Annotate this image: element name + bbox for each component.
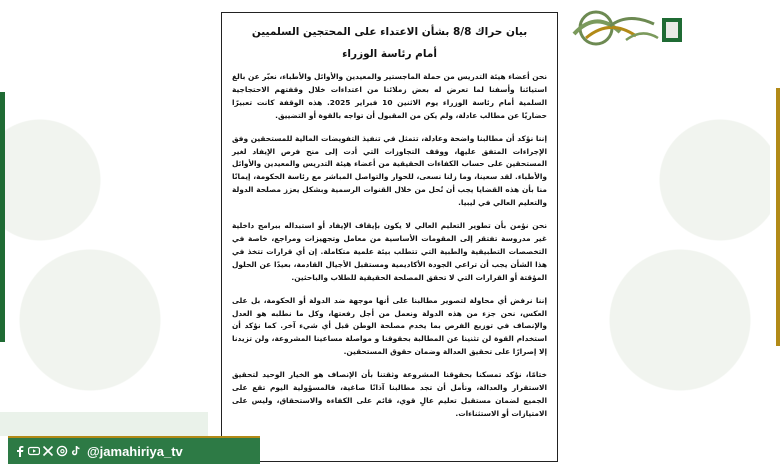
paragraph-1: نحن أعضاء هيئة التدريس من حملة الماجستير والمعيدين والأوائل والأطباء، نعبّر عن بالغ استيائنا وأسفنا لما تعرض له بعض زملائنا من اعتداءات خلال وقفتهم الاحتجاجية السلمية أمام رئاسة الوزراء يوم الاثنين 10 فبراير 2025. هذه الوقفة كانت تعبيرًا حضاريًا عن مطالب عادلة، ولم يكن من المقبول أن تواجه بالقوة أو التضييق. xyxy=(232,72,547,120)
document-addressee: أمام رئاسة الوزراء xyxy=(342,48,437,60)
document-title: بيان حراك 8/8 بشأن الاعتداء على المحتجين السلميين xyxy=(251,26,528,38)
facebook-icon[interactable] xyxy=(14,445,26,457)
tiktok-icon[interactable] xyxy=(70,445,82,457)
bottom-decoration-strip xyxy=(0,412,208,436)
social-media-bar xyxy=(8,436,260,464)
paragraph-3: نحن نؤمن بأن تطوير التعليم العالي لا يكون بإيقاف الإيفاد أو استبداله ببرامج داخلية غير مدروسة تفتقر إلى المقومات الأساسية من معامل وتجهيزات ومراجع، خاصة في التخصصات التطبيقية والطبية التي تتطلب بيئة علمية متكاملة. إن أي قرارات تتخذ في هذا الشأن يجب أن تراعي الجودة الأكاديمية ومستقبل الأجيال القادمة، بعيدًا عن الحلول المؤقتة أو القرارات التي لا تحقق المصلحة الحقيقية للطلاب والباحثين. xyxy=(232,221,547,282)
paragraph-2: إننا نؤكد أن مطالبنا واضحة وعادلة، تتمثل في تنفيذ التفويضات المالية للمستحقين وفق الإجراءات المتفق عليها، ووقف التجاوزات التي أدت إلى منح فرص الإيفاد لغير المستحقين على حساب الكفاءات الحقيقية من أعضاء هيئة التدريس والمعيدين والأوائل والأطباء. لقد سعينا، وما زلنا نسعى، للحوار والتواصل المباشر مع رئاسة الحكومة، إيمانًا منا بأن هذه القضايا يجب أن تُحل من خلال القنوات الرسمية وبشكل يعزز مصلحة الدولة والتعليم العالي في ليبيا. xyxy=(232,133,547,208)
threads-icon[interactable] xyxy=(56,445,68,457)
youtube-icon[interactable] xyxy=(28,445,40,457)
x-icon[interactable] xyxy=(42,445,54,457)
paragraph-4: إننا نرفض أي محاولة لتصوير مطالبنا على أنها موجهة ضد الدولة أو الحكومة، بل على العكس، نحن جزء من هذه الدولة ونعمل من أجل رفعتها، وكل ما نطلبه هو العدل والإنصاف في توزيع الفرص بما يخدم مصلحة الوطن قبل أي شيء آخر. كما نؤكد أن استخدام القوة لن تثنينا عن المطالبة بحقوقنا و مواصلة مساعينا المشروعة، ولن تزيدنا إلا إصرارًا على تحقيق العدالة وضمان حقوق المستحقين. xyxy=(232,295,547,357)
background-decoration-right xyxy=(570,60,770,440)
left-accent-bar xyxy=(0,92,5,342)
background-decoration-left xyxy=(0,60,200,440)
right-accent-bar xyxy=(776,88,780,346)
social-handle[interactable]: @jamahiriya_tv xyxy=(87,443,183,459)
jamahiriya-logo-icon xyxy=(566,8,682,48)
paragraph-5: ختامًا، نؤكد تمسكنا بحقوقنا المشروعة وثقتنا بأن الإنصاف هو الخيار الوحيد لتحقيق الاستقرار والعدالة، ونأمل أن تجد مطالبنا آذانًا صاغية، فالمسؤولية اليوم تقع على الجميع لضمان مستقبل تعليم عالٍ قوي، قائم على الكفاءة والاستحقاق، وليس على الامتيازات أو الاستثناءات. xyxy=(232,370,547,418)
statement-document xyxy=(221,12,558,462)
